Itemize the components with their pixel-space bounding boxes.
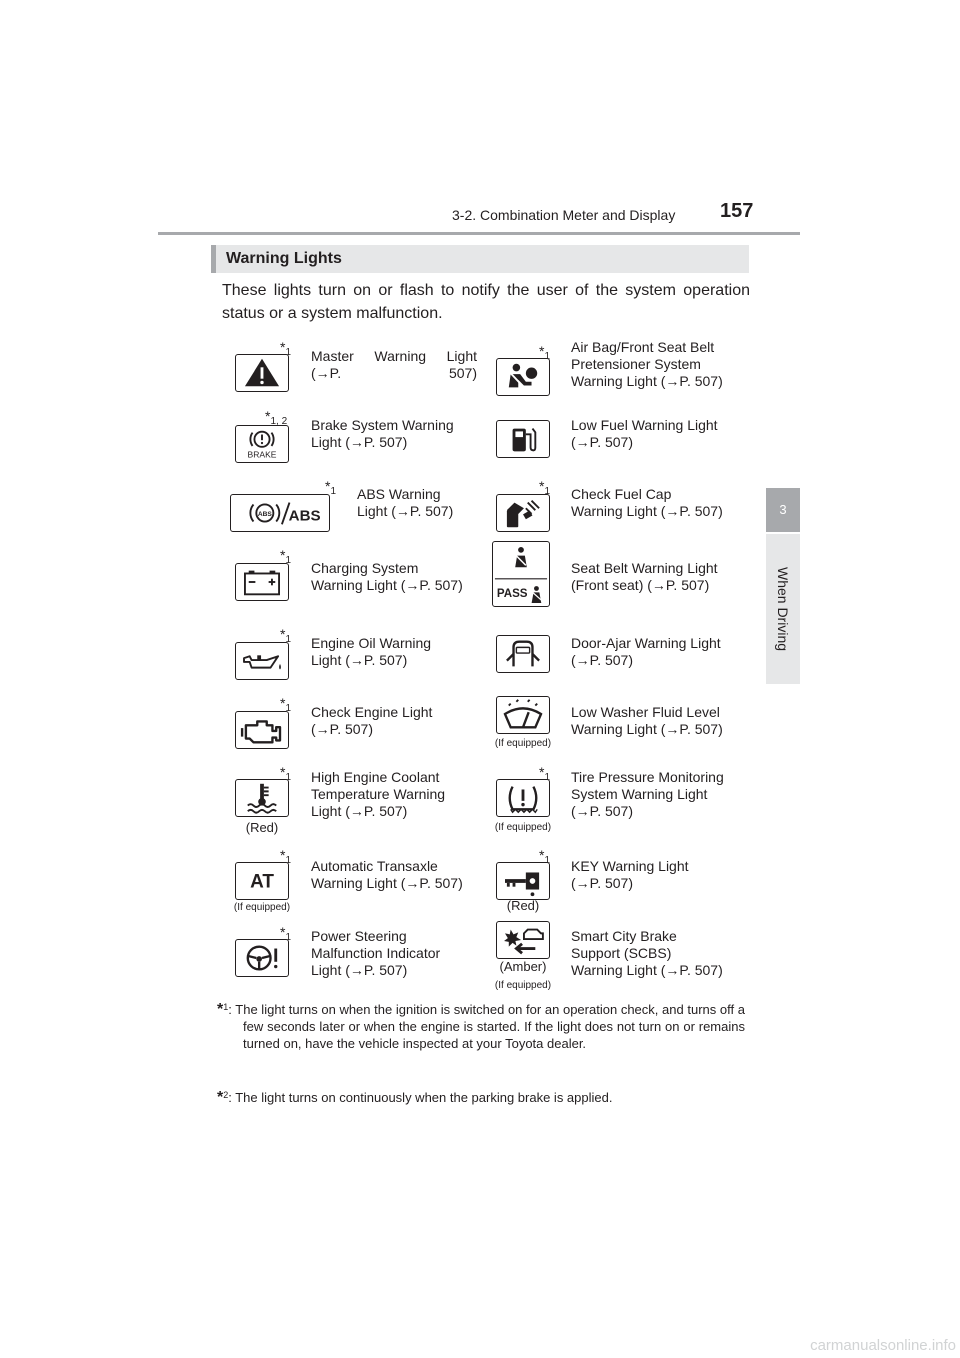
- section-title: Warning Lights: [226, 250, 342, 267]
- light-description: Charging System Warning Light (→P. 507): [311, 560, 463, 593]
- light-caption: (Amber): [499, 959, 547, 974]
- light-description: High Engine Coolant Temperature Warning Light (→P. 507): [311, 769, 446, 819]
- brake-icon-text: BRAKE: [247, 449, 277, 460]
- chapter-tab-title: When Driving: [775, 566, 791, 652]
- footnote-2: *$^2$: The light turns on continuously when the parking brake is applied.: [217, 1089, 613, 1106]
- light-description: Automatic Transaxle Warning Light (→P. 507): [311, 858, 463, 891]
- watermark: carmanualsonline.info: [810, 1337, 956, 1354]
- engine-icon: [235, 711, 289, 749]
- fuel-pump-icon: [496, 420, 550, 458]
- light-description: Low Fuel Warning Light (→P. 507): [571, 417, 718, 450]
- light-description: Power Steering Malfunction Indicator Light (→P. 507): [311, 928, 441, 978]
- abs-icon-large-text: ABS: [288, 507, 321, 525]
- footnote-1: *$^1$: The light turns on when the ignition is switched on for an operation check, and turns off a few seconds later or when the engine is started. If the light does not turn on or remains turned on, have the vehicle inspected at your Toyota dealer.: [217, 1001, 745, 1051]
- light-caption: (If equipped): [494, 822, 552, 833]
- light-description: Check Fuel Cap Warning Light (→P. 507): [571, 486, 723, 519]
- light-caption-secondary: (If equipped): [494, 980, 552, 991]
- seatbelt-pass-text: PASS: [496, 588, 528, 601]
- note-marker: $*_1$: [280, 626, 292, 645]
- city-brake-icon: [496, 921, 550, 959]
- note-marker: $*_1$: [280, 547, 292, 566]
- page-number: 157: [720, 200, 754, 222]
- header-divider: [158, 232, 800, 235]
- note-marker: $*_1$: [280, 695, 292, 714]
- light-description: ABS Warning Light (→P. 507): [357, 486, 454, 519]
- light-description: Smart City Brake Support (SCBS) Warning Light (→P. 507): [571, 928, 723, 978]
- at-icon-text: AT: [250, 871, 274, 893]
- section-heading: [211, 245, 749, 273]
- note-marker: $*_1$: [325, 478, 337, 497]
- light-description: Brake System Warning Light (→P. 507): [311, 417, 454, 450]
- light-caption: (Red): [245, 820, 279, 835]
- light-caption: (If equipped): [494, 738, 552, 749]
- light-description: Air Bag/Front Seat Belt Pretensioner System Warning Light (→P. 507): [571, 339, 723, 389]
- brake-icon: [235, 425, 289, 463]
- seatbelt-icon: [492, 541, 550, 607]
- door-ajar-icon: [496, 635, 550, 673]
- intro-paragraph: These lights turn on or flash to notify the user of the system operation status or a system malfunction.: [222, 282, 750, 322]
- abs-icon-small-text: ABS: [257, 510, 272, 518]
- light-description: Engine Oil Warning Light (→P. 507): [311, 635, 432, 668]
- note-marker: $*_1$: [280, 924, 292, 943]
- note-marker: $*_1$: [539, 764, 551, 783]
- abs-icon: [230, 494, 330, 532]
- note-marker: $*_1$: [539, 847, 551, 866]
- note-marker: $*_1$: [280, 847, 292, 866]
- fuel-cap-icon: [496, 494, 550, 532]
- light-caption: (Red): [506, 898, 540, 913]
- light-description: Master Warning Light (→P. 507): [311, 348, 477, 381]
- note-marker: $*_1$: [539, 478, 551, 497]
- note-marker: $*_1$: [280, 339, 292, 358]
- light-description: Check Engine Light (→P. 507): [311, 704, 433, 737]
- light-description: KEY Warning Light (→P. 507): [571, 858, 689, 891]
- note-marker: $*_{1, 2}$: [265, 408, 288, 427]
- note-marker: $*_1$: [280, 764, 292, 783]
- chapter-tab-number: 3: [766, 488, 800, 532]
- light-description: Tire Pressure Monitoring System Warning Light (→P. 507): [571, 769, 724, 819]
- light-description: Door-Ajar Warning Light (→P. 507): [571, 635, 721, 668]
- oil-can-icon: [235, 642, 289, 680]
- running-header-section: 3-2. Combination Meter and Display: [452, 207, 676, 223]
- light-caption: (If equipped): [233, 902, 291, 913]
- light-description: Seat Belt Warning Light (Front seat) (→P. 507): [571, 560, 718, 593]
- washer-fluid-icon: [496, 696, 550, 734]
- light-description: Low Washer Fluid Level Warning Light (→P. 507): [571, 704, 723, 737]
- note-marker: $*_1$: [539, 343, 551, 362]
- battery-icon: [235, 563, 289, 601]
